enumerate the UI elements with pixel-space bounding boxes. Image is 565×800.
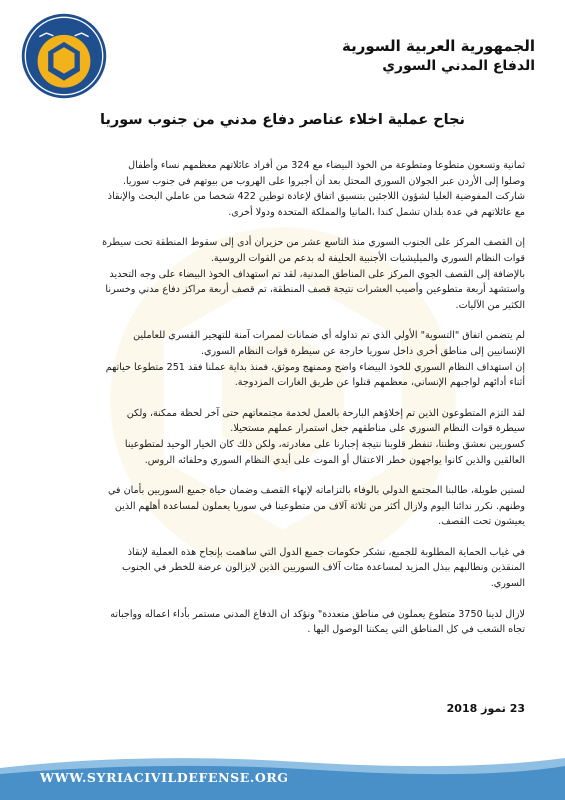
paragraph-line: في غياب الحماية المطلوبة للجميع، نشكر حكومات جميع الدول التي ساهمت بإنجاح هذه العملية لإنقاذ [127, 546, 525, 558]
paragraph-line: السوري. [490, 578, 525, 590]
paragraph-line: بالإضافة إلى القصف الجوي المركز على المناطق المدنية، لقد تم استهداف الخوذ البيضاء على وجه التحديد [109, 268, 525, 280]
paragraph-line: قوات النظام السوري والميليشيات الأجنبية الحليفة له بدعم من القوات الروسية. [210, 252, 525, 264]
paragraph-line: كسوريين نعشق وطننا، تنفطر قلوبنا نتيجة إجبارنا على مغادرته، ولكن ذلك كان الخيار الوحيد لمتطوعينا [124, 438, 525, 450]
org-country-line: الجمهورية العربية السورية [342, 37, 535, 55]
document-date: 23 تموز 2018 [446, 702, 525, 715]
paragraph-line: شاركت المفوضية العليا لشؤون اللاجئين بتنسيق اتفاق لإعادة توطين 422 شخصا من عاملي البحث والإنقاذ [107, 191, 525, 203]
footer [0, 750, 565, 800]
paragraph-line: إن استهداف النظام السوري للخوذ البيضاء واضح وممنهج وموثق، فمنذ بداية عملنا فقد 251 متطوعا حياتهم [105, 361, 525, 373]
paragraph [40, 235, 525, 313]
paragraph-line: سيطرة قوات النظام السوري على مناطقهم جعل استمرار عملهم مستحيلا. [230, 423, 525, 435]
letterhead [0, 0, 565, 100]
paragraph-line: لم يتضمن اتفاق "التسوية" الأولي الذي تم تداوله أي ضمانات لممرات آمنة للتهجير القسري للعاملين [133, 330, 525, 342]
paragraph [40, 483, 525, 530]
paragraph-line: لقد التزم المتطوعون الذين تم إخلاؤهم البارحة بالعمل لخدمة مجتمعاتهم حتى آخر لحظة ممكنة، ولكن [126, 407, 525, 419]
paragraph [40, 607, 525, 638]
paragraph-line: الإنسانيين إلى مناطق أخرى داخل سوريا خارجة عن سيطرة قوات النظام السوري. [201, 345, 525, 357]
paragraph-line: الكثير من الآليات. [455, 299, 525, 311]
organization-name [342, 36, 535, 76]
paragraph-line: واستشهد أربعة متطوعين وأصيب العشرات نتيجة قصف المنطقة، تم قصف أربعة مراكز دفاع مدني وخسرنا [105, 284, 525, 296]
paragraph [40, 406, 525, 468]
civil-defense-logo-icon [20, 12, 108, 100]
paragraph [40, 328, 525, 390]
paragraph-line: تجاه الشعب في كل المناطق التي يمكننا الوصول اليها . [307, 624, 525, 636]
paragraph-line: مع عائلاتهم في عدة بلدان تشمل كندا ،المانيا والمملكة المتحدة ودولا أخرى. [228, 206, 525, 218]
org-name-line: الدفاع المدني السوري [382, 58, 535, 74]
paragraph-line: أثناء أدائهم لواجبهم الإنساني، معظمهم قتلوا عن طريق الغارات المزدوجة. [234, 377, 525, 389]
paragraph-line: لازال لدينا 3750 متطوع يعملون في مناطق متعددة" ونؤكد ان الدفاع المدني مستمر بأداء اعماله وواجباته [110, 608, 525, 620]
document-body [40, 158, 525, 653]
paragraph [40, 158, 525, 220]
paragraph-line: ثمانية وتسعون متطوعا ومتطوعة من الخوذ البيضاء مع 324 من أفراد عائلاتهم معظمهم نساء وأطفال [128, 160, 525, 171]
paragraph-line: يعيشون تحت القصف. [438, 516, 525, 528]
paragraph-line: المنقذين ونطالبهم ببذل المزيد لمساعدة مئات آلاف السوريين الذين لايزالون عرضة للخطر في الجنوب [121, 562, 525, 574]
paragraph-line: لسنين طويلة، طالبنا المجتمع الدولي بالوفاء بالتزاماته لإنهاء القصف وضمان حياة جميع السوريين بأمان في [107, 485, 525, 497]
paragraph-line: إن القصف المركز على الجنوب السوري منذ التاسع عشر من حزيران أدى إلى سقوط المنطقة تحت سيطرة [102, 237, 525, 249]
paragraph-line: وطنهم. نكرر ندائنا اليوم ولازال أكثر من ثلاثة آلاف من متطوعينا في سوريا يعملون لمساعدة أهلهم الذين [114, 500, 525, 512]
paragraph [40, 545, 525, 592]
paragraph-line: وصلوا إلى الأردن عبر الجولان السوري المحتل بعد أن أجبروا على الهروب من بيوتهم في جنوب سوريا. [122, 175, 525, 187]
paragraph-line: العالقين والذين كانوا يواجهون خطر الاعتقال أو الموت على أيدي النظام السوري وحلفائه الروس. [144, 454, 525, 466]
website-link[interactable]: WWW.SYRIACIVILDEFENSE.ORG [40, 770, 289, 785]
document-title: نجاح عملية اخلاء عناصر دفاع مدني من جنوب سوريا [100, 112, 465, 128]
